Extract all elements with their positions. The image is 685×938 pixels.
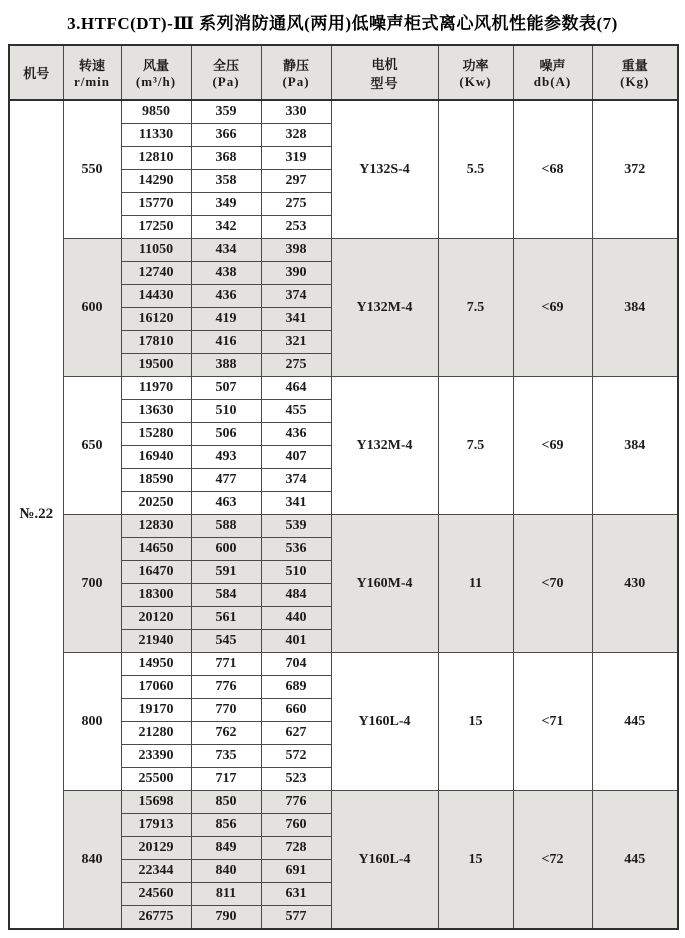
airflow-cell: 11330	[121, 124, 191, 147]
airflow-cell: 14430	[121, 285, 191, 308]
total-pressure-cell: 584	[191, 584, 261, 607]
airflow-cell: 15770	[121, 193, 191, 216]
total-pressure-cell: 388	[191, 354, 261, 377]
static-pressure-cell: 341	[261, 308, 331, 331]
motor-model-cell: Y132M-4	[331, 239, 438, 377]
airflow-cell: 19500	[121, 354, 191, 377]
total-pressure-cell: 507	[191, 377, 261, 400]
table-header-row	[9, 45, 678, 100]
noise-cell: <72	[513, 791, 592, 930]
static-pressure-cell: 660	[261, 699, 331, 722]
airflow-cell: 17250	[121, 216, 191, 239]
airflow-cell: 15698	[121, 791, 191, 814]
total-pressure-cell: 349	[191, 193, 261, 216]
weight-cell: 445	[592, 791, 678, 930]
page-title: 3.HTFC(DT)-Ⅲ 系列消防通风(两用)低噪声柜式离心风机性能参数表(7)	[67, 14, 618, 33]
speed-cell: 840	[63, 791, 121, 930]
speed-cell: 550	[63, 100, 121, 239]
static-pressure-cell: 328	[261, 124, 331, 147]
airflow-cell: 14290	[121, 170, 191, 193]
static-pressure-cell: 341	[261, 492, 331, 515]
airflow-cell: 13630	[121, 400, 191, 423]
col-header-static-pressure: 静压 (Pa)	[261, 45, 331, 100]
power-cell: 15	[438, 653, 513, 791]
total-pressure-cell: 493	[191, 446, 261, 469]
static-pressure-cell: 374	[261, 469, 331, 492]
static-pressure-cell: 539	[261, 515, 331, 538]
static-pressure-cell: 484	[261, 584, 331, 607]
airflow-cell: 14950	[121, 653, 191, 676]
static-pressure-cell: 464	[261, 377, 331, 400]
col-header-machine-no: 机号	[9, 45, 63, 100]
total-pressure-cell: 419	[191, 308, 261, 331]
fan-performance-table	[8, 44, 679, 930]
static-pressure-cell: 436	[261, 423, 331, 446]
airflow-cell: 24560	[121, 883, 191, 906]
table-row	[9, 515, 678, 538]
table-body	[9, 100, 678, 929]
airflow-cell: 25500	[121, 768, 191, 791]
static-pressure-cell: 536	[261, 538, 331, 561]
power-cell: 11	[438, 515, 513, 653]
total-pressure-cell: 358	[191, 170, 261, 193]
static-pressure-cell: 627	[261, 722, 331, 745]
weight-cell: 384	[592, 239, 678, 377]
speed-cell: 600	[63, 239, 121, 377]
col-header-noise: 噪声 db(A)	[513, 45, 592, 100]
airflow-cell: 18300	[121, 584, 191, 607]
airflow-cell: 12810	[121, 147, 191, 170]
airflow-cell: 16940	[121, 446, 191, 469]
total-pressure-cell: 561	[191, 607, 261, 630]
airflow-cell: 17913	[121, 814, 191, 837]
static-pressure-cell: 704	[261, 653, 331, 676]
col-header-airflow: 风量 (m³/h)	[121, 45, 191, 100]
static-pressure-cell: 330	[261, 100, 331, 124]
total-pressure-cell: 591	[191, 561, 261, 584]
total-pressure-cell: 850	[191, 791, 261, 814]
static-pressure-cell: 691	[261, 860, 331, 883]
static-pressure-cell: 398	[261, 239, 331, 262]
static-pressure-cell: 455	[261, 400, 331, 423]
static-pressure-cell: 689	[261, 676, 331, 699]
static-pressure-cell: 776	[261, 791, 331, 814]
col-header-motor-model: 电机 型号	[331, 45, 438, 100]
noise-cell: <69	[513, 377, 592, 515]
airflow-cell: 22344	[121, 860, 191, 883]
table-row	[9, 377, 678, 400]
power-cell: 5.5	[438, 100, 513, 239]
static-pressure-cell: 631	[261, 883, 331, 906]
total-pressure-cell: 434	[191, 239, 261, 262]
static-pressure-cell: 321	[261, 331, 331, 354]
total-pressure-cell: 438	[191, 262, 261, 285]
static-pressure-cell: 407	[261, 446, 331, 469]
speed-cell: 650	[63, 377, 121, 515]
airflow-cell: 26775	[121, 906, 191, 930]
total-pressure-cell: 366	[191, 124, 261, 147]
motor-model-cell: Y160L-4	[331, 791, 438, 930]
total-pressure-cell: 545	[191, 630, 261, 653]
airflow-cell: 20129	[121, 837, 191, 860]
static-pressure-cell: 275	[261, 193, 331, 216]
airflow-cell: 21280	[121, 722, 191, 745]
noise-cell: <70	[513, 515, 592, 653]
static-pressure-cell: 297	[261, 170, 331, 193]
total-pressure-cell: 359	[191, 100, 261, 124]
noise-cell: <68	[513, 100, 592, 239]
weight-cell: 384	[592, 377, 678, 515]
motor-model-cell: Y160L-4	[331, 653, 438, 791]
machine-no-cell: №.22	[9, 100, 63, 929]
total-pressure-cell: 506	[191, 423, 261, 446]
power-cell: 15	[438, 791, 513, 930]
total-pressure-cell: 717	[191, 768, 261, 791]
total-pressure-cell: 811	[191, 883, 261, 906]
static-pressure-cell: 374	[261, 285, 331, 308]
table-row	[9, 100, 678, 124]
weight-cell: 372	[592, 100, 678, 239]
airflow-cell: 11970	[121, 377, 191, 400]
table-row	[9, 791, 678, 814]
static-pressure-cell: 275	[261, 354, 331, 377]
total-pressure-cell: 856	[191, 814, 261, 837]
total-pressure-cell: 510	[191, 400, 261, 423]
static-pressure-cell: 760	[261, 814, 331, 837]
static-pressure-cell: 319	[261, 147, 331, 170]
airflow-cell: 20250	[121, 492, 191, 515]
static-pressure-cell: 572	[261, 745, 331, 768]
total-pressure-cell: 436	[191, 285, 261, 308]
power-cell: 7.5	[438, 377, 513, 515]
airflow-cell: 17810	[121, 331, 191, 354]
table-row	[9, 653, 678, 676]
total-pressure-cell: 477	[191, 469, 261, 492]
total-pressure-cell: 600	[191, 538, 261, 561]
total-pressure-cell: 770	[191, 699, 261, 722]
airflow-cell: 20120	[121, 607, 191, 630]
power-cell: 7.5	[438, 239, 513, 377]
airflow-cell: 21940	[121, 630, 191, 653]
static-pressure-cell: 577	[261, 906, 331, 930]
airflow-cell: 23390	[121, 745, 191, 768]
total-pressure-cell: 342	[191, 216, 261, 239]
static-pressure-cell: 440	[261, 607, 331, 630]
static-pressure-cell: 728	[261, 837, 331, 860]
weight-cell: 430	[592, 515, 678, 653]
airflow-cell: 15280	[121, 423, 191, 446]
weight-cell: 445	[592, 653, 678, 791]
noise-cell: <69	[513, 239, 592, 377]
table-row	[9, 239, 678, 262]
airflow-cell: 14650	[121, 538, 191, 561]
static-pressure-cell: 523	[261, 768, 331, 791]
airflow-cell: 12740	[121, 262, 191, 285]
col-header-speed: 转速 r/min	[63, 45, 121, 100]
col-header-total-pressure: 全压 (Pa)	[191, 45, 261, 100]
static-pressure-cell: 253	[261, 216, 331, 239]
motor-model-cell: Y132S-4	[331, 100, 438, 239]
col-header-weight: 重量 (Kg)	[592, 45, 678, 100]
motor-model-cell: Y132M-4	[331, 377, 438, 515]
static-pressure-cell: 401	[261, 630, 331, 653]
speed-cell: 700	[63, 515, 121, 653]
total-pressure-cell: 790	[191, 906, 261, 930]
motor-model-cell: Y160M-4	[331, 515, 438, 653]
total-pressure-cell: 463	[191, 492, 261, 515]
airflow-cell: 12830	[121, 515, 191, 538]
static-pressure-cell: 390	[261, 262, 331, 285]
col-header-power: 功率 (Kw)	[438, 45, 513, 100]
airflow-cell: 16470	[121, 561, 191, 584]
total-pressure-cell: 735	[191, 745, 261, 768]
total-pressure-cell: 849	[191, 837, 261, 860]
airflow-cell: 18590	[121, 469, 191, 492]
speed-cell: 800	[63, 653, 121, 791]
total-pressure-cell: 762	[191, 722, 261, 745]
airflow-cell: 16120	[121, 308, 191, 331]
airflow-cell: 19170	[121, 699, 191, 722]
noise-cell: <71	[513, 653, 592, 791]
static-pressure-cell: 510	[261, 561, 331, 584]
total-pressure-cell: 771	[191, 653, 261, 676]
total-pressure-cell: 776	[191, 676, 261, 699]
total-pressure-cell: 840	[191, 860, 261, 883]
total-pressure-cell: 416	[191, 331, 261, 354]
airflow-cell: 9850	[121, 100, 191, 124]
total-pressure-cell: 588	[191, 515, 261, 538]
airflow-cell: 17060	[121, 676, 191, 699]
airflow-cell: 11050	[121, 239, 191, 262]
total-pressure-cell: 368	[191, 147, 261, 170]
